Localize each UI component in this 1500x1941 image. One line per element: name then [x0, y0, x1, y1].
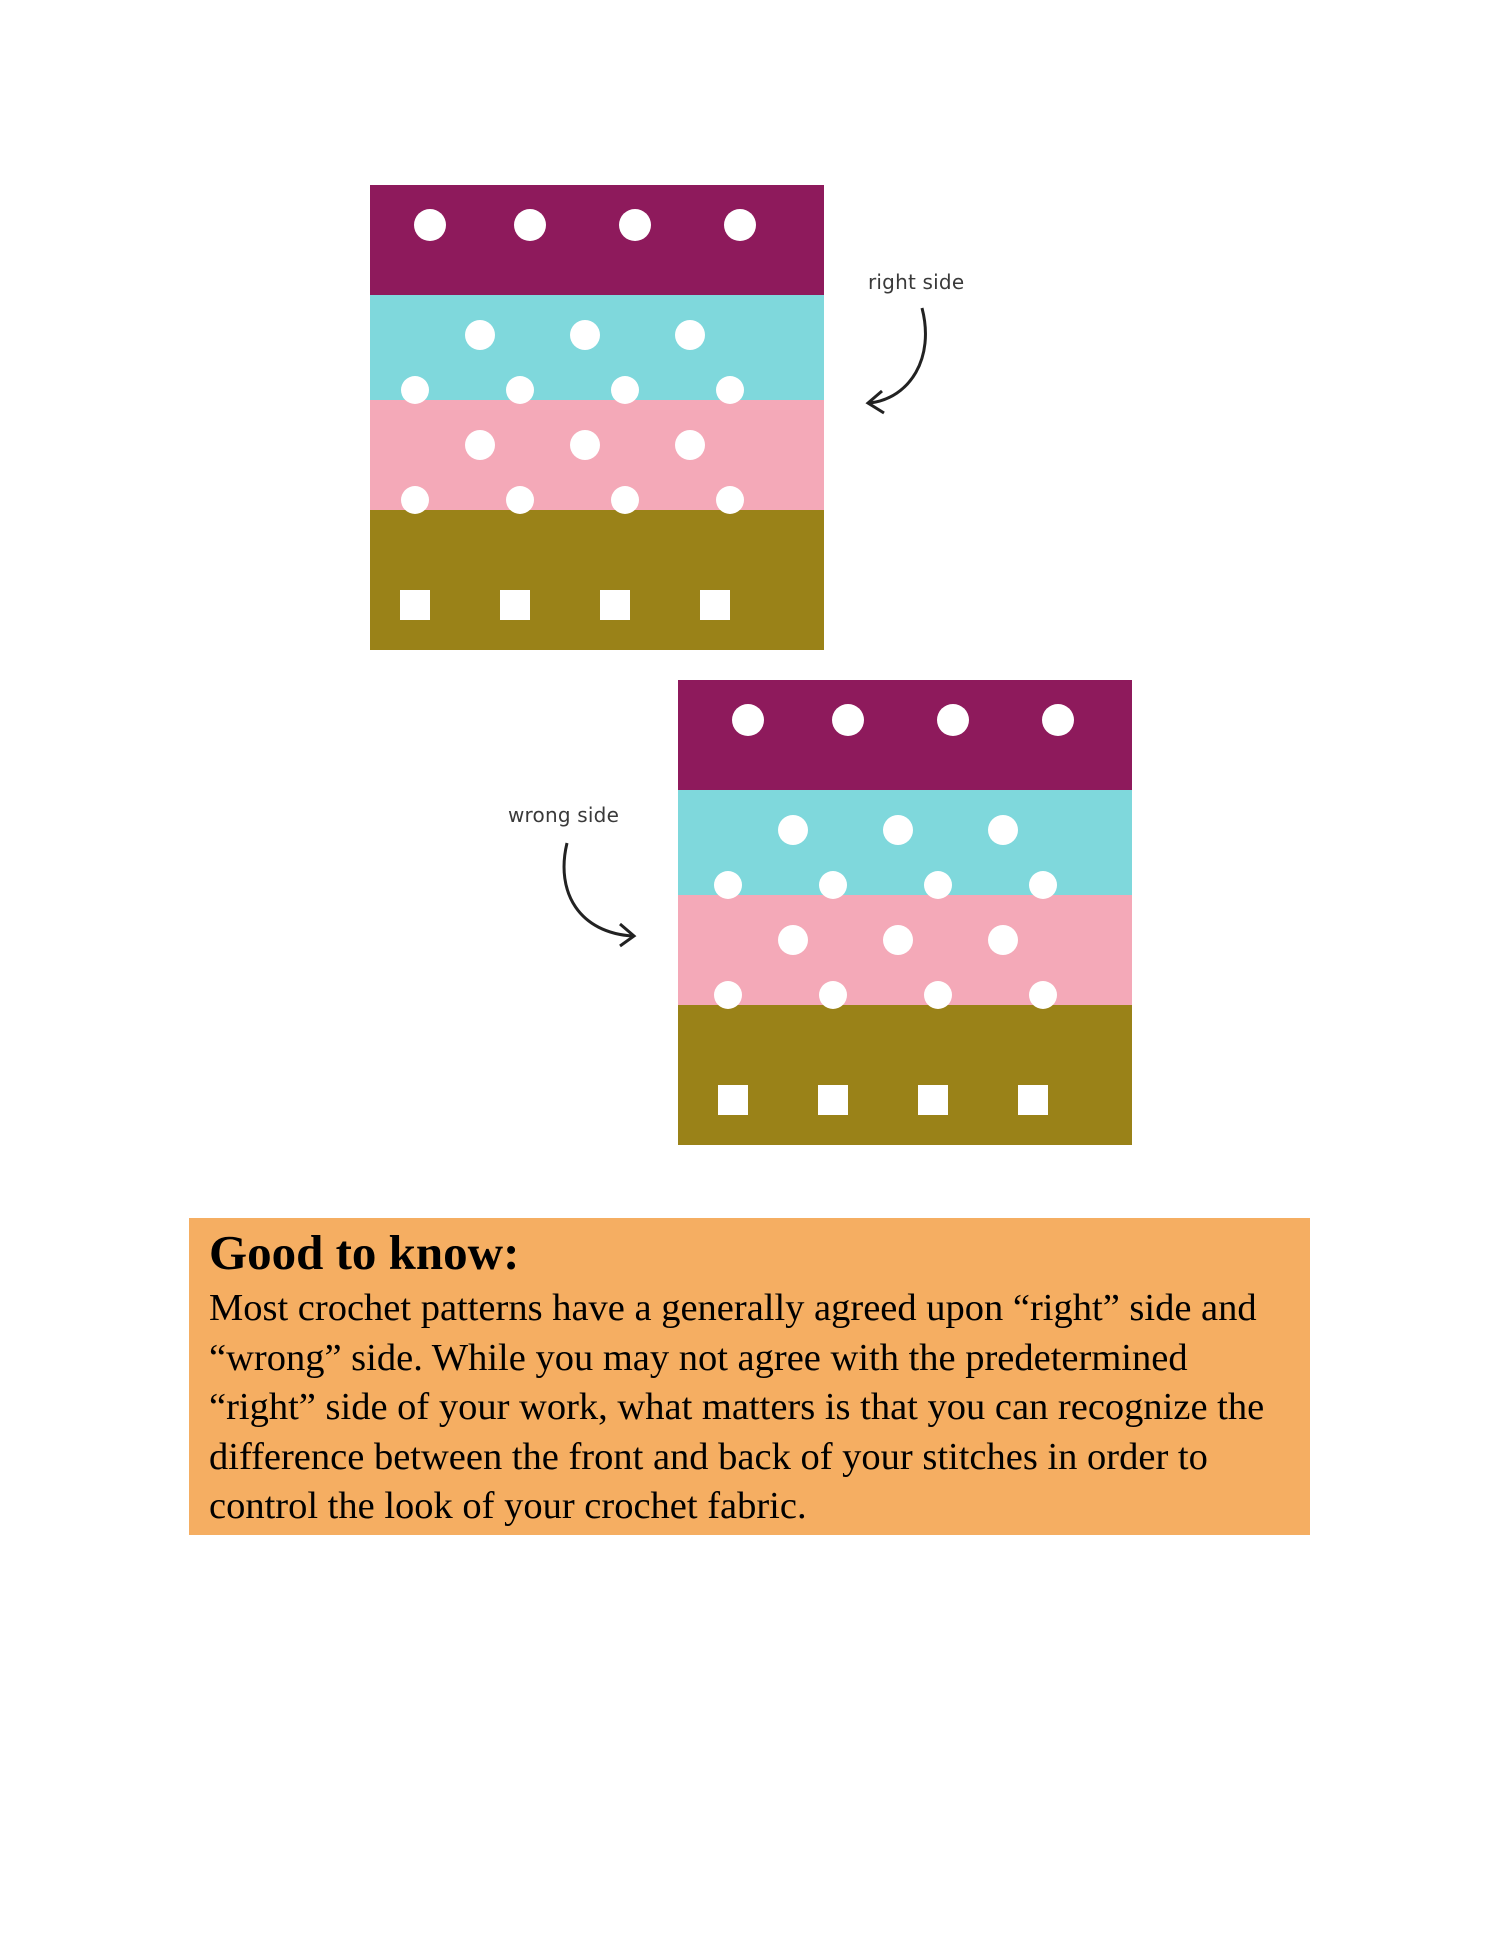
tip-title: Good to know:: [209, 1225, 520, 1280]
swatch-graphic: [678, 680, 1132, 1145]
curved-arrow-icon: [850, 298, 930, 423]
right-side-caption: right side: [868, 270, 965, 294]
wrong-side-swatch-image: [678, 680, 1132, 1145]
good-to-know-box: [189, 1218, 1310, 1535]
curved-arrow-icon: [555, 838, 640, 953]
tip-body: Most crochet patterns have a generally agreed upon “right” side and “wrong” side. While you may not agree with the predetermined “right” side of your work, what matters is that you can recognize the difference between the front and back of your stitches in order to control the look of your crochet fabric.: [209, 1287, 1265, 1527]
swatch-graphic: [370, 185, 824, 650]
wrong-side-caption: wrong side: [508, 803, 620, 827]
right-side-swatch-image: [370, 185, 824, 650]
